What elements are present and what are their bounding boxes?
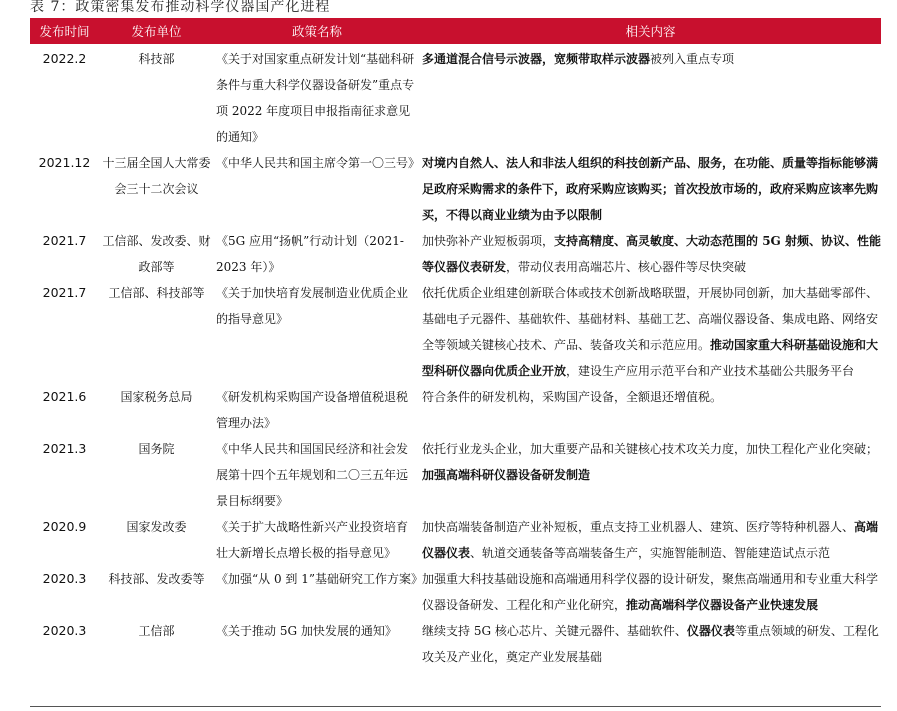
- table-row: [30, 228, 881, 280]
- cell-date: 2021.7: [42, 285, 87, 300]
- content-text: 加强重大科技基础设施和高端通用科学仪器的设计研发，聚焦高端通用和专业重大科学仪器设备研发、工程化和产业化研究，: [422, 572, 879, 612]
- cell-unit: 工信部: [138, 624, 175, 638]
- table-row: [30, 384, 881, 436]
- cell-policy: 《关于加快培育发展制造业优质企业的指导意见》: [216, 286, 409, 326]
- cell-policy: 《中华人民共和国国民经济和社会发展第十四个五年规划和二〇三五年远景目标纲要》: [216, 442, 409, 508]
- cell-content: [420, 44, 881, 150]
- cell-content: [420, 280, 881, 384]
- cell-unit: 国家税务总局: [120, 390, 193, 404]
- header-policy: 政策名称: [214, 18, 420, 44]
- cell-policy: 《关于对国家重点研发计划“基础科研条件与重大科学仪器设备研发”重点专项 2022 年度项目申报指南征求意见的通知》: [216, 52, 415, 144]
- content-text: ，带动仪表用高端芯片、核心器件等尽快突破: [506, 260, 747, 274]
- content-emphasis: 对境内自然人、法人和非法人组织的科技创新产品、服务，在功能、质量等指标能够满足政府采购需求的条件下，政府采购应该购买；首次投放市场的，政府采购应该率先购买，不得以商业业绩为由予以限制: [422, 156, 879, 222]
- content-emphasis: 多通道混合信号示波器，宽频带取样示波器: [422, 52, 651, 66]
- cell-content: [420, 228, 881, 280]
- content-text: 符合条件的研发机构，采购国产设备，全额退还增值税。: [422, 390, 723, 404]
- content-emphasis: 高端仪器仪表: [422, 520, 879, 560]
- cell-content: [420, 566, 881, 618]
- table-row: [30, 566, 881, 618]
- cell-policy: 《关于扩大战略性新兴产业投资培育壮大新增长点增长极的指导意见》: [216, 520, 409, 560]
- cell-content: [420, 150, 881, 228]
- cell-unit: 工信部、发改委、财政部等: [102, 234, 211, 274]
- cell-policy: 《加强“从 0 到 1”基础研究工作方案》: [216, 572, 423, 586]
- table-bottom-rule: [30, 706, 881, 707]
- content-text: 依托优质企业组建创新联合体或技术创新战略联盟，开展协同创新，加大基础零部件、基础电子元器件、基础软件、基础材料、基础工艺、高端仪器设备、集成电路、网络安全等领域关键核心技术、产品、装备攻关和示范应用。: [422, 286, 879, 352]
- table-row: [30, 436, 881, 514]
- table-row: [30, 514, 881, 566]
- content-emphasis: 加强高端科研仪器设备研发制造: [422, 468, 591, 482]
- table-row: [30, 44, 881, 150]
- content-text: 加快高端装备制造产业补短板，重点支持工业机器人、建筑、医疗等特种机器人、: [422, 520, 855, 534]
- cell-policy: 《5G 应用“扬帆”行动计划（2021-2023 年）》: [216, 234, 404, 274]
- table-header-row: [30, 18, 881, 44]
- cell-unit: 工信部、科技部等: [108, 286, 205, 300]
- cell-content: [420, 514, 881, 566]
- cell-date: 2022.2: [42, 51, 87, 66]
- content-text: 等重点领域的研发、工程化攻关及产业化，奠定产业发展基础: [422, 624, 879, 664]
- cell-content: [420, 436, 881, 514]
- cell-unit: 国务院: [138, 442, 175, 456]
- content-text: 、轨道交通装备等高端装备生产，实施智能制造、智能建造试点示范: [470, 546, 831, 560]
- content-emphasis: 支持高精度、高灵敏度、大动态范围的 5G 射频、协议、性能等仪器仪表研发: [422, 234, 881, 274]
- cell-policy: 《关于推动 5G 加快发展的通知》: [216, 624, 397, 638]
- cell-unit: 科技部: [138, 52, 175, 66]
- cell-date: 2020.9: [42, 519, 87, 534]
- cell-unit: 十三届全国人大常委会三十二次会议: [102, 156, 211, 196]
- policy-table: [30, 18, 881, 670]
- cell-unit: 国家发改委: [126, 520, 187, 534]
- cell-date: 2020.3: [42, 571, 87, 586]
- cell-date: 2021.7: [42, 233, 87, 248]
- table-caption: 表 7：政策密集发布推动科学仪器国产化进程: [30, 0, 331, 15]
- table-row: [30, 150, 881, 228]
- content-emphasis: 推动国家重大科研基础设施和大型科研仪器向优质企业开放: [422, 338, 879, 378]
- table-body: [30, 44, 881, 670]
- cell-content: [420, 384, 881, 436]
- content-text: 继续支持 5G 核心芯片、关键元器件、基础软件、: [422, 624, 687, 638]
- content-text: 加快弥补产业短板弱项，: [422, 234, 555, 248]
- cell-unit: 科技部、发改委等: [108, 572, 205, 586]
- header-date: 发布时间: [30, 18, 99, 44]
- header-unit: 发布单位: [99, 18, 214, 44]
- table-row: [30, 618, 881, 670]
- content-text: 依托行业龙头企业，加大重要产品和关键核心技术攻关力度，加快工程化产业化突破；: [422, 442, 879, 456]
- cell-date: 2021.6: [42, 389, 87, 404]
- cell-date: 2020.3: [42, 623, 87, 638]
- cell-date: 2021.3: [42, 441, 87, 456]
- cell-policy: 《研发机构采购国产设备增值税退税管理办法》: [216, 390, 409, 430]
- content-text: ，建设生产应用示范平台和产业技术基础公共服务平台: [566, 364, 855, 378]
- cell-content: [420, 618, 881, 670]
- cell-policy: 《中华人民共和国主席令第一〇三号》: [216, 156, 421, 170]
- content-text: 被列入重点专项: [650, 52, 735, 66]
- table-row: [30, 280, 881, 384]
- header-content: 相关内容: [420, 18, 881, 44]
- cell-date: 2021.12: [38, 155, 91, 170]
- content-emphasis: 推动高端科学仪器设备产业快速发展: [626, 598, 819, 612]
- content-emphasis: 仪器仪表: [686, 624, 735, 638]
